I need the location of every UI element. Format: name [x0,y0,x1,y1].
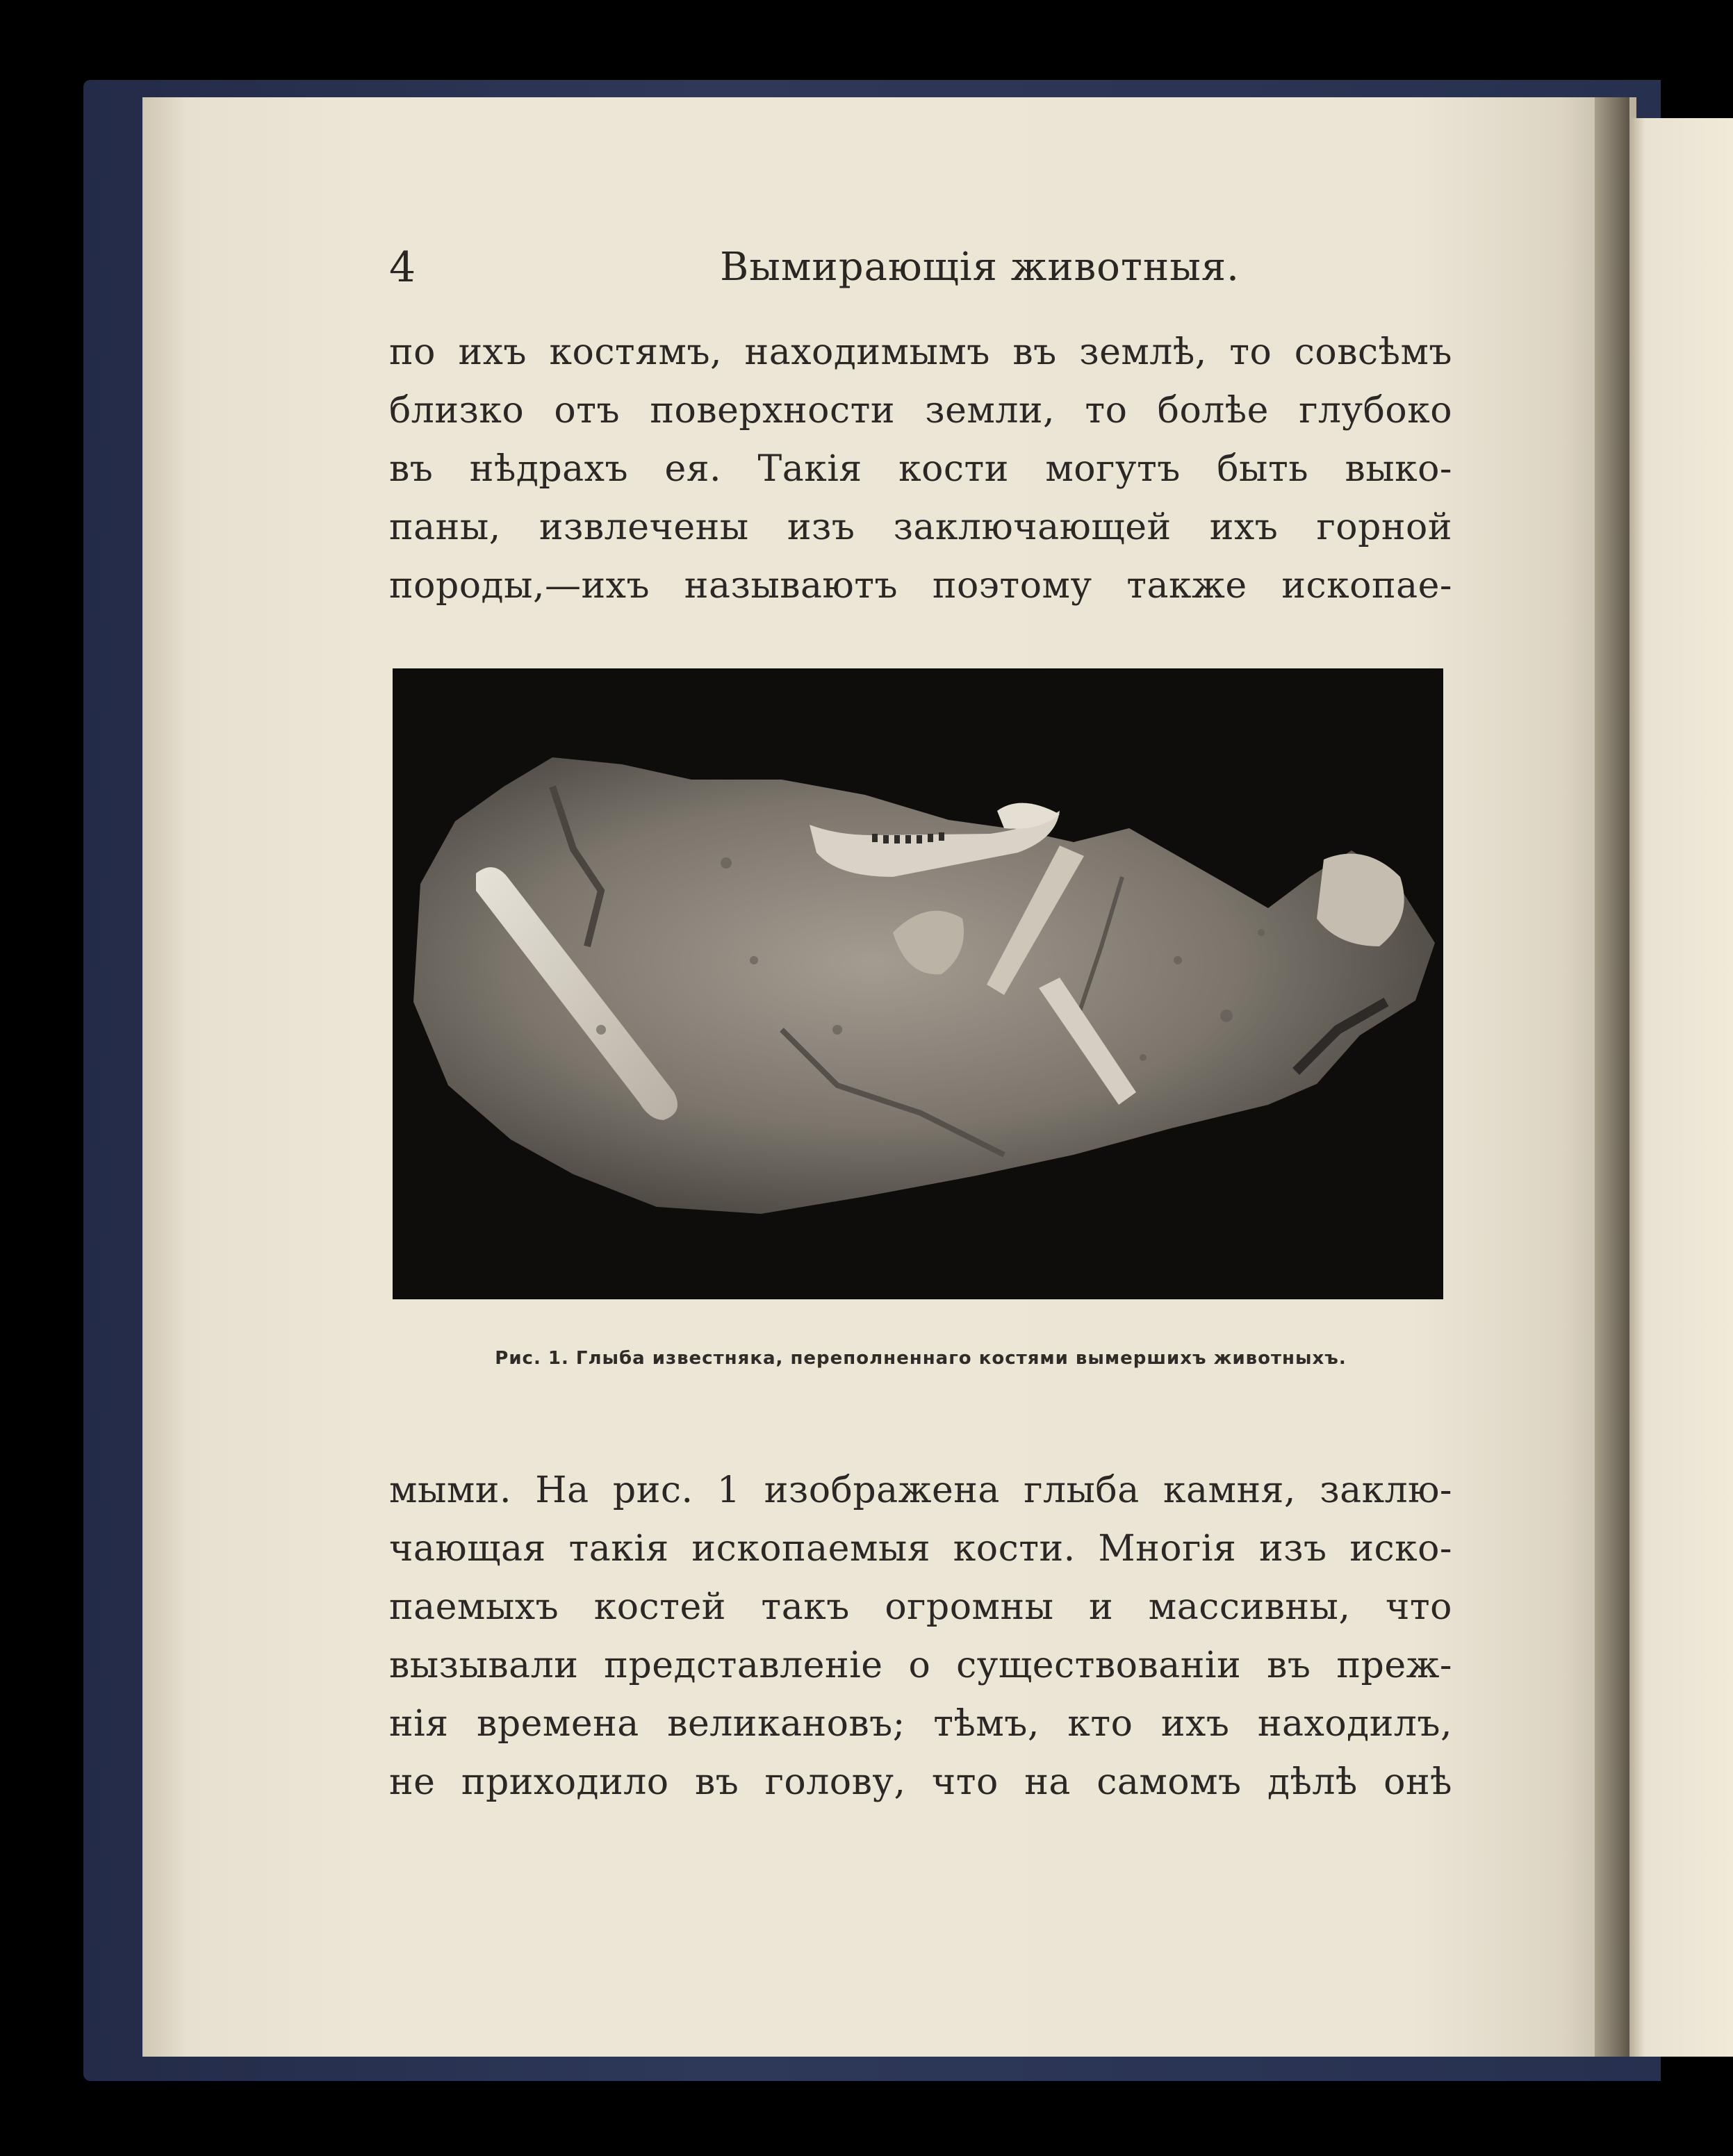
text-line: въ нѣдрахъ ея. Такія кости могутъ быть выко- [389,448,1452,490]
text-line: паемыхъ костей такъ огромны и массивны, что [389,1586,1452,1628]
text-line: не приходило въ голову, что на самомъ дѣлѣ онѣ [389,1761,1452,1803]
paragraph-bottom [389,1461,1452,1811]
text-line: по ихъ костямъ, находимымъ въ землѣ, то совсѣмъ [389,331,1452,373]
facing-page-edge [1629,118,1733,2057]
figure-caption: Рис. 1. Глыба известняка, переполненнаго костями вымершихъ животныхъ. [495,1348,1347,1369]
page-number: 4 [389,243,416,292]
text-line: вызывали представленіе о существованіи въ преж- [389,1645,1452,1686]
page-gutter [1595,97,1629,2057]
fossil-photograph [393,668,1443,1299]
text-line: паны, извлечены изъ заключающей ихъ горной [389,507,1452,548]
text-line: нія времена великановъ; тѣмъ, кто ихъ находилъ, [389,1703,1452,1745]
text-line: мыми. На рис. 1 изображена глыба камня, заклю- [389,1470,1452,1511]
text-line: породы,—ихъ называютъ поэтому также ископае- [389,565,1452,607]
paragraph-top [389,323,1452,615]
text-line: близко отъ поверхности земли, то болѣе глубоко [389,390,1452,431]
text-line: чающая такія ископаемыя кости. Многія изъ иско- [389,1528,1452,1570]
page-header [389,236,1445,299]
running-title: Вымирающія животныя. [720,245,1240,290]
